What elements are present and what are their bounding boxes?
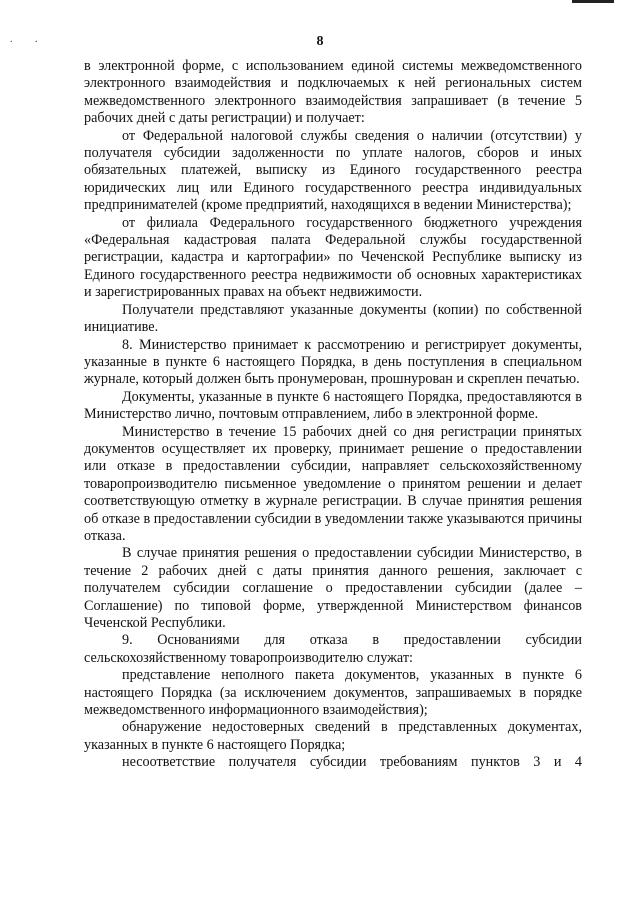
- paragraph-incomplete-package: представление неполного пакета документов, указанных в пункте 6 настоящего Порядка (за исключением документов, запрашиваемых в порядке межведомственного информационного взаимодействия);: [84, 667, 582, 719]
- paragraph-tax-service: от Федеральной налоговой службы сведения о наличии (отсутствии) у получателя субсидии задолженности по уплате налогов, сборов и иных обязательных платежей, выписку из Единого государственного реестра юридических лиц или Единого государственного реестра индивидуальных предпринимателей (кроме предприятий, находящихся в ведении Министерства);: [84, 127, 582, 214]
- paragraph-item-8: 8. Министерство принимает к рассмотрению и регистрирует документы, указанные в пункте 6 настоящего Порядка, в день поступления в специальном журнале, который должен быть пронумерован, прошнурован и скреплен печатью.: [84, 336, 582, 388]
- paragraph-documents-submission: Документы, указанные в пункте 6 настоящего Порядка, предоставляются в Министерство лично, почтовым отправлением, либо в электронной форме.: [84, 388, 582, 423]
- paragraph-recipients-initiative: Получатели представляют указанные документы (копии) по собственной инициативе.: [84, 301, 582, 336]
- document-body: [84, 58, 582, 772]
- paragraph-continuation: в электронной форме, с использованием единой системы межведомственного электронного взаимодействия и подключаемых к ней региональных систем межведомственного электронного взаимодействия запрашивает (в течение 5 рабочих дней с даты регистрации) и получает:: [84, 58, 582, 127]
- paragraph-item-9: 9. Основаниями для отказа в предоставлении субсидии сельскохозяйственному товаропроизводителю служат:: [84, 632, 582, 666]
- paragraph-false-information: обнаружение недостоверных сведений в представленных документах, указанных в пункте 6 настоящего Порядка;: [84, 719, 582, 753]
- page-number: 8: [316, 34, 324, 49]
- paragraph-cadastral-chamber: от филиала Федерального государственного бюджетного учреждения «Федеральная кадастровая палата Федеральной службы государственной регистрации, кадастра и картографии» по Чеченской Республике выписку из Единого государственного реестра недвижимости об основных характеристиках и зарегистрированных правах на объект недвижимости.: [84, 214, 582, 301]
- paragraph-review-period: Министерство в течение 15 рабочих дней со дня регистрации принятых документов осуществляет их проверку, принимает решение о предоставлении или отказе в предоставлении субсидии, направляет сельскохозяйственному товаропроизводителю письменное уведомление о принятом решении и делает соответствующую отметку в журнале регистрации. В случае принятия решения об отказе в предоставлении субсидии в уведомлении также указываются причины отказа.: [84, 423, 582, 544]
- scan-marks: . .: [10, 34, 48, 45]
- paragraph-agreement: В случае принятия решения о предоставлении субсидии Министерство, в течение 2 рабочих дней с даты принятия данного решения, заключает с получателем субсидии соглашение о предоставлении субсидии (далее – Соглашение) по типовой форме, утвержденной Министерством финансов Чеченской Республики.: [84, 545, 582, 631]
- paragraph-noncompliance: несоответствие получателя субсидии требованиям пунктов 3 и 4: [122, 754, 582, 771]
- scan-edge-mark: [572, 0, 614, 3]
